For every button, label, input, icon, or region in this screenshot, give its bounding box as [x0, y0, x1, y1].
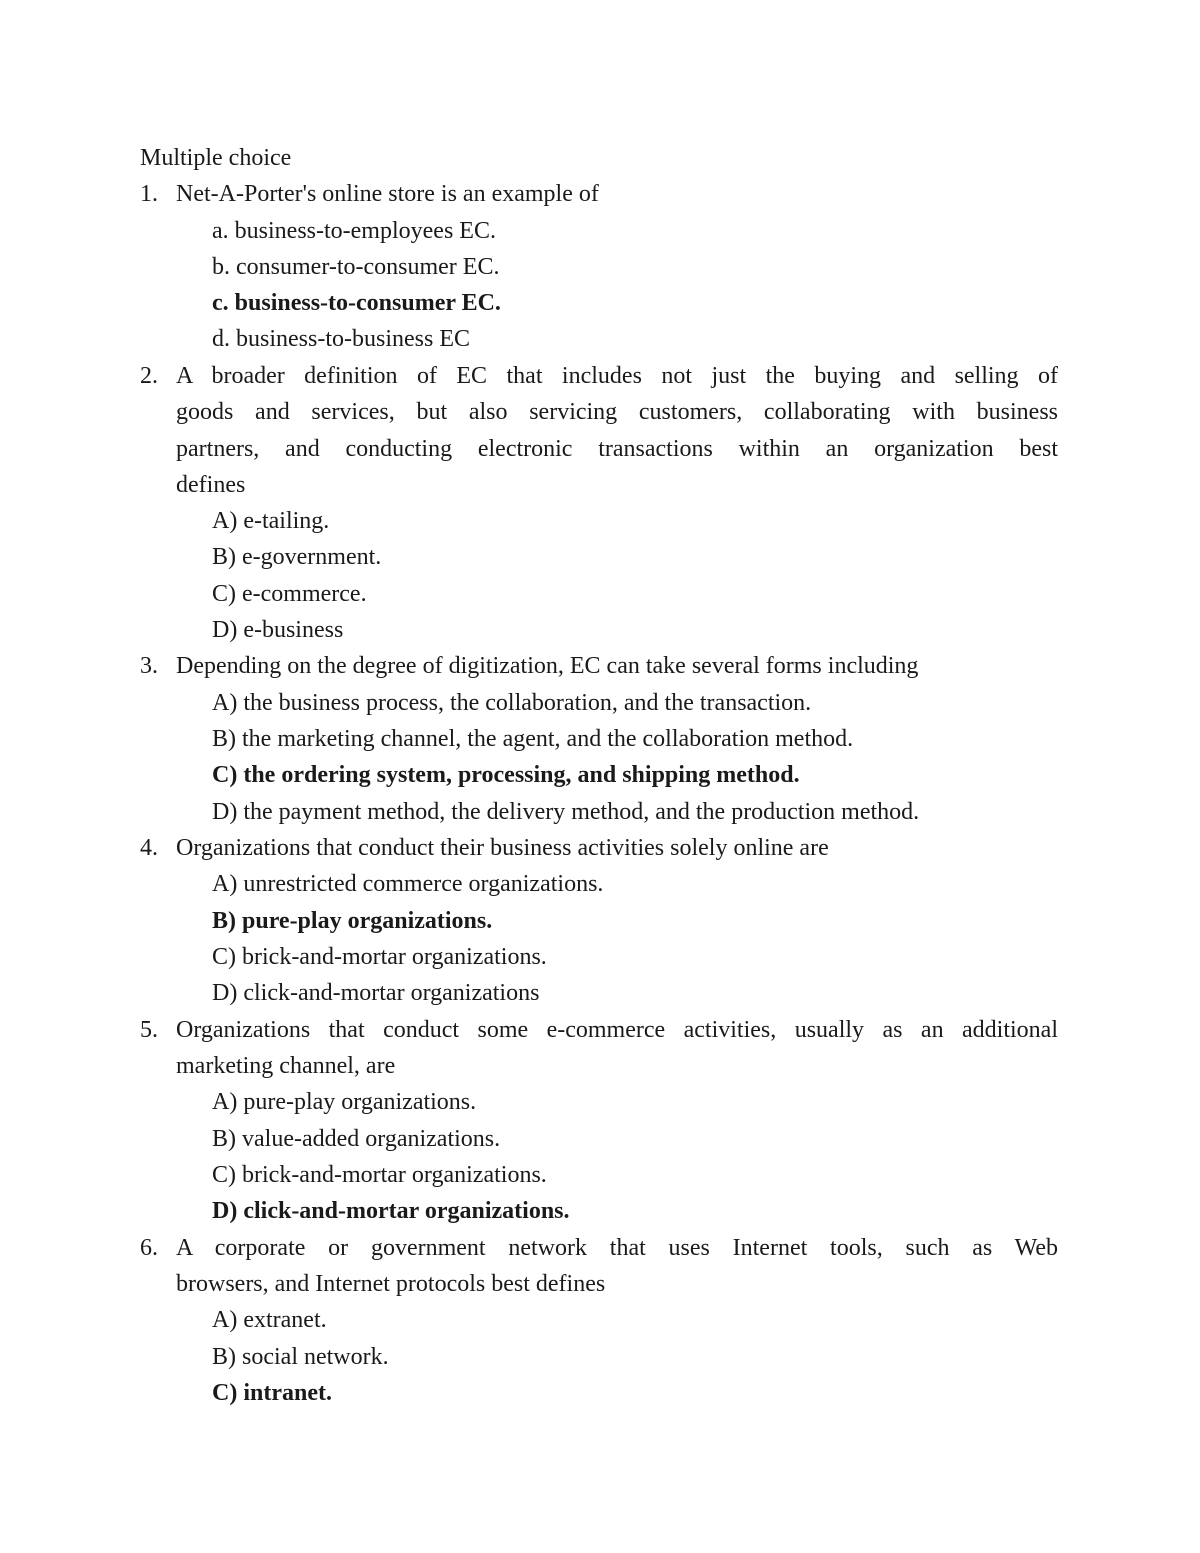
question-text: A corporate or government network that uses Internet tools, such as Web [176, 1235, 1058, 1261]
question-number: 1. [140, 181, 158, 207]
question-text: defines [176, 472, 246, 498]
answer-option: C) e-commerce. [212, 581, 367, 607]
question-text: goods and services, but also servicing customers, collaborating with business [176, 399, 1058, 425]
answer-option: D) e-business [212, 617, 344, 643]
question-text: Net-A-Porter's online store is an example of [176, 181, 599, 207]
answer-option-correct: D) click-and-mortar organizations. [212, 1198, 570, 1224]
page-title: Multiple choice [140, 145, 292, 171]
question-text: browsers, and Internet protocols best defines [176, 1271, 606, 1297]
answer-option: D) click-and-mortar organizations [212, 980, 540, 1006]
answer-option: A) extranet. [212, 1307, 327, 1333]
question-text: marketing channel, are [176, 1053, 396, 1079]
answer-option: D) the payment method, the delivery method, and the production method. [212, 799, 920, 825]
question-text: Organizations that conduct some e-commerce activities, usually as an additional [176, 1017, 1058, 1043]
answer-option: A) e-tailing. [212, 508, 330, 534]
answer-option: C) brick-and-mortar organizations. [212, 944, 547, 970]
answer-option: b. consumer-to-consumer EC. [212, 254, 500, 280]
question-number: 6. [140, 1235, 158, 1261]
answer-option: B) e-government. [212, 544, 382, 570]
question-number: 5. [140, 1017, 158, 1043]
answer-option: C) brick-and-mortar organizations. [212, 1162, 547, 1188]
question-text: partners, and conducting electronic transactions within an organization best [176, 436, 1058, 462]
answer-option: B) value-added organizations. [212, 1126, 501, 1152]
question-number: 2. [140, 363, 158, 389]
answer-option-correct: c. business-to-consumer EC. [212, 290, 501, 316]
answer-option: d. business-to-business EC [212, 326, 470, 352]
answer-option-correct: C) the ordering system, processing, and shipping method. [212, 762, 800, 788]
question-text: Organizations that conduct their business activities solely online are [176, 835, 829, 861]
answer-option-correct: B) pure-play organizations. [212, 908, 493, 934]
answer-option: A) pure-play organizations. [212, 1089, 477, 1115]
question-text: Depending on the degree of digitization, EC can take several forms including [176, 653, 919, 679]
answer-option-correct: C) intranet. [212, 1380, 332, 1406]
answer-option: A) unrestricted commerce organizations. [212, 871, 604, 897]
question-number: 3. [140, 653, 158, 679]
question-text: A broader definition of EC that includes not just the buying and selling of [176, 363, 1058, 389]
answer-option: A) the business process, the collaboration, and the transaction. [212, 690, 812, 716]
answer-option: a. business-to-employees EC. [212, 218, 496, 244]
question-number: 4. [140, 835, 158, 861]
answer-option: B) social network. [212, 1344, 389, 1370]
answer-option: B) the marketing channel, the agent, and the collaboration method. [212, 726, 854, 752]
